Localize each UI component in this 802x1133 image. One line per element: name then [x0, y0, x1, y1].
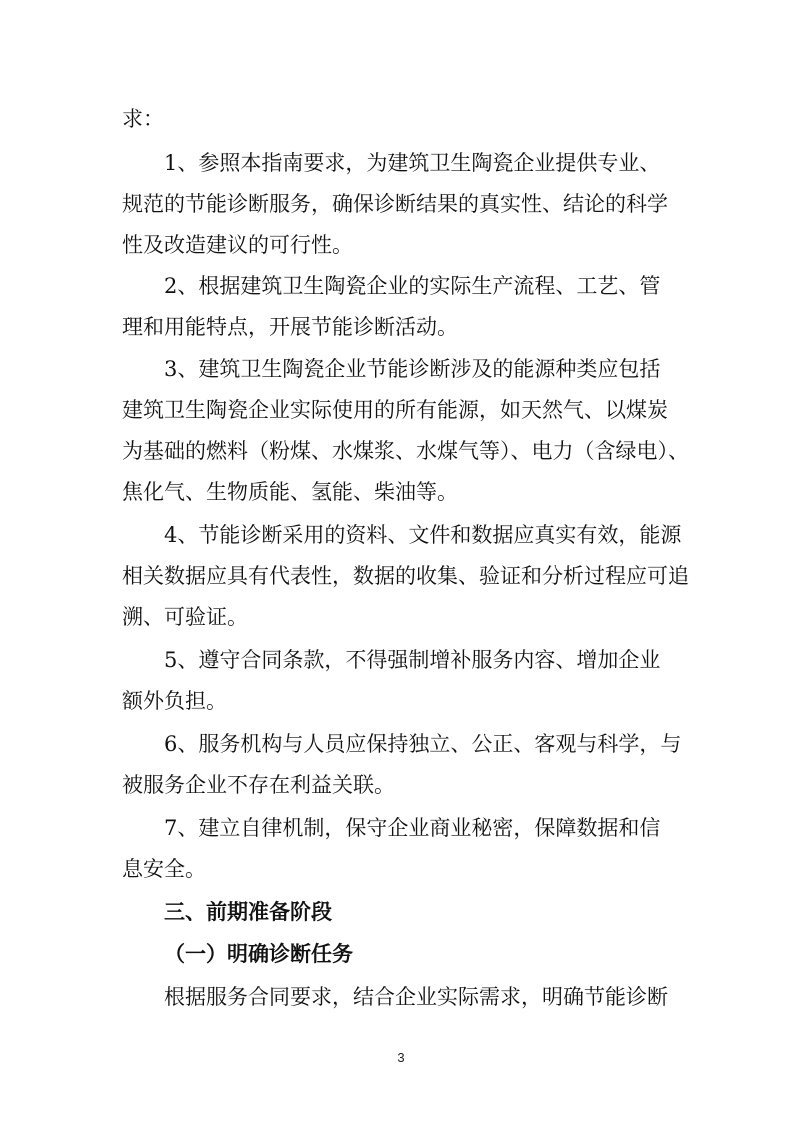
paragraph-line: 根据服务合同要求，结合企业实际需求，明确节能诊断 — [164, 985, 668, 1009]
list-item-5-line-1: 5、遵守合同条款，不得强制增补服务内容、增加企业 — [164, 648, 661, 672]
list-item-5-line-2: 额外负担。 — [122, 689, 227, 713]
list-item-6-line-2: 被服务企业不存在利益关联。 — [122, 773, 395, 797]
list-item-3-line-3: 为基础的燃料（粉煤、水煤浆、水煤气等）、电力（含绿电）、 — [122, 439, 689, 463]
list-item-7-line-2: 息安全。 — [122, 857, 206, 881]
list-item-4-line-3: 溯、可验证。 — [122, 605, 248, 629]
list-item-1-line-1: 1、参照本指南要求，为建筑卫生陶瓷企业提供专业、 — [164, 151, 661, 175]
subsection-heading: （一）明确诊断任务 — [164, 942, 353, 966]
list-item-6-line-1: 6、服务机构与人员应保持独立、公正、客观与科学，与 — [164, 732, 682, 756]
page-number: 3 — [397, 1050, 405, 1065]
list-item-2-line-1: 2、根据建筑卫生陶瓷企业的实际生产流程、工艺、管 — [164, 274, 661, 298]
list-item-7-line-1: 7、建立自律机制，保守企业商业秘密，保障数据和信 — [164, 816, 661, 840]
paragraph-continuation: 求： — [122, 107, 164, 131]
list-item-3-line-1: 3、建筑卫生陶瓷企业节能诊断涉及的能源种类应包括 — [164, 357, 661, 381]
list-item-4-line-1: 4、节能诊断采用的资料、文件和数据应真实有效，能源 — [164, 523, 682, 547]
section-heading: 三、前期准备阶段 — [164, 900, 332, 924]
list-item-3-line-4: 焦化气、生物质能、氢能、柴油等。 — [122, 480, 458, 504]
list-item-3-line-2: 建筑卫生陶瓷企业实际使用的所有能源，如天然气、以煤炭 — [122, 398, 668, 422]
list-item-2-line-2: 理和用能特点，开展节能诊断活动。 — [122, 315, 458, 339]
list-item-1-line-3: 性及改造建议的可行性。 — [122, 233, 353, 257]
list-item-1-line-2: 规范的节能诊断服务，确保诊断结果的真实性、结论的科学 — [122, 192, 668, 216]
list-item-4-line-2: 相关数据应具有代表性，数据的收集、验证和分析过程应可追 — [122, 564, 689, 588]
